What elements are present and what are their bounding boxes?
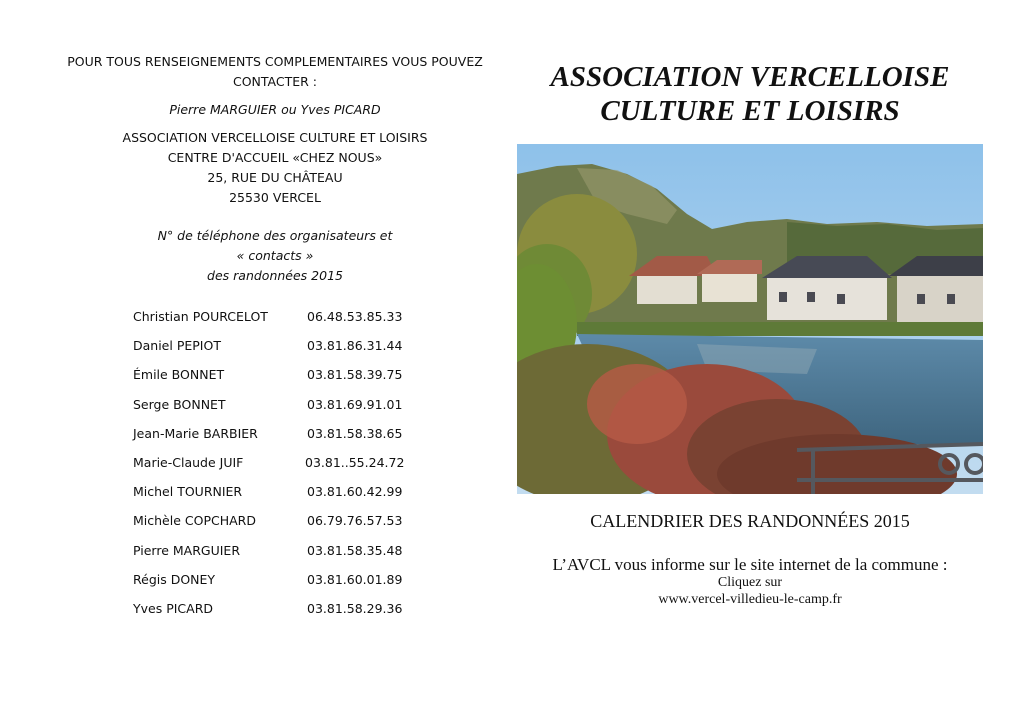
contact-name: Yves PICARD [133,600,214,616]
contact-phone: 06.48.53.85.33 [307,309,403,324]
contact-names: Pierre MARGUIER ou Yves PICARD [169,102,381,117]
contact-info-block [40,52,510,286]
village-river-photo [517,144,983,494]
contact-name: Daniel PEPIOT [133,338,221,354]
contact-row [133,572,453,601]
intro-text-line2: CONTACTER : [232,74,318,89]
contact-phone: 06.79.76.57.53 [307,513,403,529]
contact-row [133,309,453,338]
contact-phone: 03.81.58.39.75 [307,367,403,383]
contact-row [133,426,453,455]
contact-name: Michel TOURNIER [133,484,243,500]
org-name: ASSOCIATION VERCELLOISE CULTURE ET LOISIRS [122,130,428,145]
contact-phone: 03.81.69.91.01 [307,396,403,412]
contact-phone: 03.81..55.24.72 [305,454,405,470]
contact-phone: 03.81.58.35.48 [307,542,403,558]
landscape-illustration [517,144,983,494]
contact-name: Marie-Claude JUIF [133,454,244,470]
contact-row [133,513,453,542]
contact-phone: 03.81.86.31.44 [307,338,403,354]
contact-row [133,543,453,572]
contact-row [133,397,453,426]
contact-row [133,455,453,484]
contact-name: Michèle COPCHARD [133,513,256,529]
org-city: 25530 VERCEL [229,190,321,205]
association-title [517,60,983,128]
contact-name: Serge BONNET [133,396,226,412]
contact-list [133,309,453,630]
contact-name: Pierre MARGUIER [133,542,241,558]
contact-phone: 03.81.58.29.36 [307,600,403,616]
contact-phone: 03.81.58.38.65 [307,425,403,441]
contact-name: Régis DONEY [133,571,216,587]
title-line2: CULTURE ET LOISIRS [600,95,900,127]
calendar-heading: CALENDRIER DES RANDONNÉES 2015 [590,511,910,531]
phone-heading-line1: N° de téléphone des organisateurs et [157,228,393,243]
intro-text-line1: POUR TOUS RENSEIGNEMENTS COMPLEMENTAIRES VOUS POUVEZ [67,54,483,69]
contact-row [133,338,453,367]
phone-heading-line3: des randonnées 2015 [207,268,343,283]
contact-phone: 03.81.60.01.89 [307,571,403,587]
contact-name: Jean-Marie BARBIER [133,425,258,441]
org-street: 25, RUE DU CHÂTEAU [207,170,343,185]
contact-row [133,601,453,630]
phone-heading-line2: « contacts » [236,248,314,263]
click-instruction: Cliquez sur [717,575,783,590]
title-line1: ASSOCIATION VERCELLOISE [550,61,950,93]
contact-name: Christian POURCELOT [133,309,268,324]
org-centre: CENTRE D'ACCUEIL «CHEZ NOUS» [167,150,383,165]
contact-row [133,367,453,396]
website-info: L’AVCL vous informe sur le site internet de la commune : [552,555,948,574]
contact-row [133,484,453,513]
contact-name: Émile BONNET [133,367,225,383]
website-url[interactable]: www.vercel-villedieu-le-camp.fr [658,592,842,607]
contact-phone: 03.81.60.42.99 [307,484,403,500]
